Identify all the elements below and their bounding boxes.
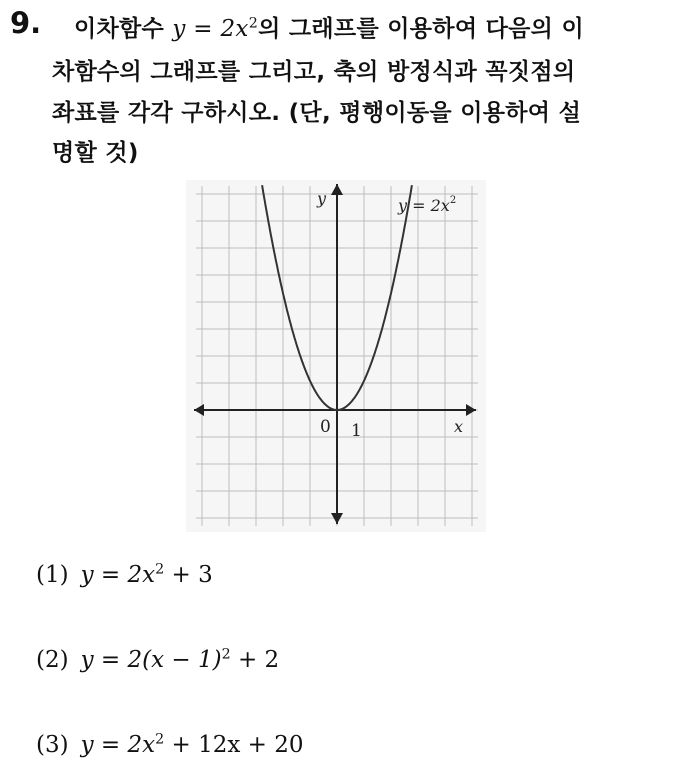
subproblem-3 — [36, 732, 303, 758]
equation-base: y = 2x — [80, 562, 156, 588]
x-axis-label: x — [454, 417, 464, 436]
subproblem-2 — [36, 647, 279, 673]
problem-text-line-3: 좌표를 각각 구하시오. (단, 평행이동을 이용하여 설 — [52, 100, 582, 126]
equation-exponent: 2 — [155, 561, 165, 578]
subproblem-1 — [36, 562, 213, 588]
origin-label: 0 — [320, 417, 331, 437]
y-axis-label: y — [317, 189, 327, 208]
graph-canvas — [186, 180, 486, 532]
inline-equation-exponent: 2 — [248, 15, 259, 32]
subproblem-number: (3) — [36, 732, 69, 758]
equation-tail: + 3 — [164, 562, 213, 588]
equation-tail: + 2 — [230, 647, 280, 673]
subproblem-number: (2) — [36, 647, 69, 673]
equation-base: y = 2(x − 1) — [80, 647, 222, 673]
problem-text-line-2: 차함수의 그래프를 그리고, 축의 방정식과 꼭짓점의 — [52, 59, 576, 85]
problem-text-part: 이차함수 — [74, 16, 173, 42]
problem-text-line-4: 명할 것) — [52, 140, 139, 166]
parabola-graph — [186, 180, 486, 532]
equation-base: y = 2x — [80, 732, 156, 758]
problem-text-line-1 — [74, 10, 584, 43]
subproblem-number: (1) — [36, 562, 69, 588]
equation-exponent: 2 — [221, 646, 231, 663]
curve-label: $y = 2x^2$ — [398, 195, 457, 215]
inline-equation — [172, 16, 258, 42]
problem-number: 9. — [10, 6, 42, 40]
equation-exponent: 2 — [155, 731, 165, 748]
y-axis — [331, 184, 343, 524]
problem-text-part: 의 그래프를 이용하여 다음의 이 — [258, 16, 585, 42]
tick-label-1: 1 — [351, 421, 362, 441]
equation-tail: + 12x + 20 — [164, 732, 304, 758]
inline-equation-base: y = 2x — [172, 16, 249, 42]
